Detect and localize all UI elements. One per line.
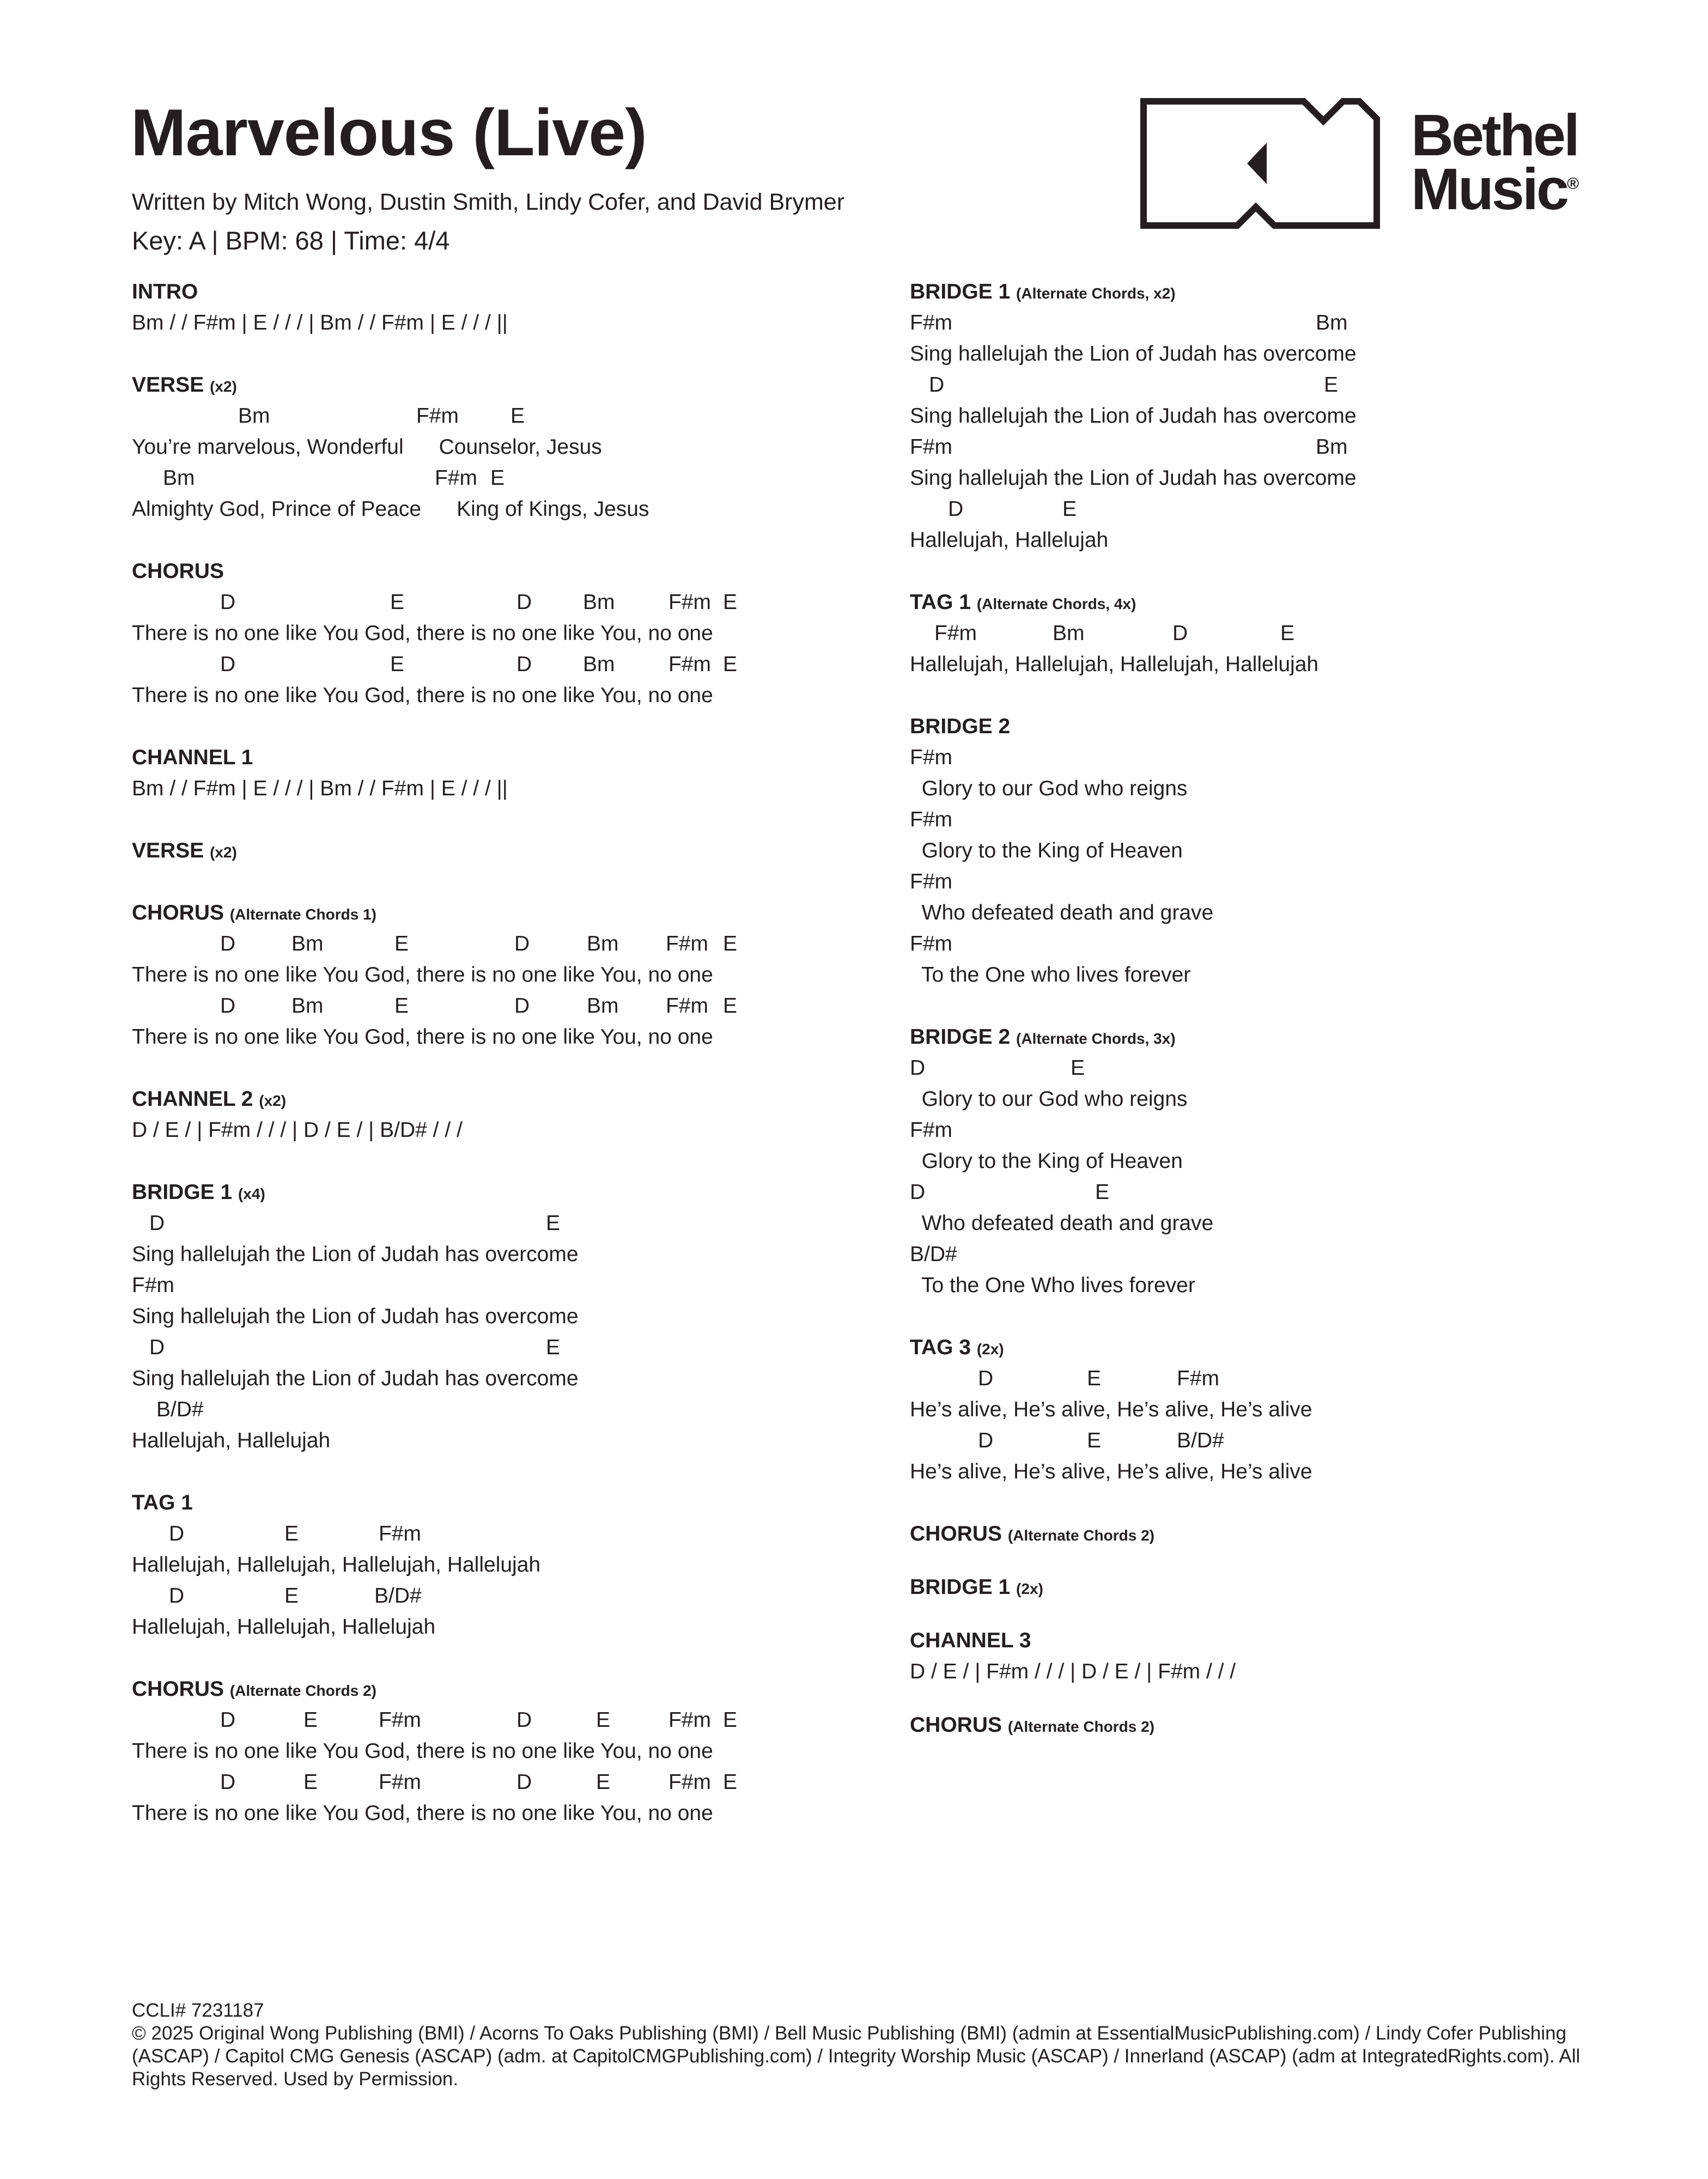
lyric-line: Hallelujah, Hallelujah (910, 528, 1109, 552)
chord-line (910, 1052, 1618, 1084)
chord: D (516, 1770, 532, 1794)
lyric-line: Sing hallelujah the Lion of Judah has overcome (910, 342, 1357, 366)
chord: F#m (379, 1770, 421, 1794)
chord: Bm (163, 466, 195, 490)
chord: B/D# (1177, 1429, 1224, 1452)
chord: D (516, 591, 532, 614)
ccli-number: CCLI# 7231187 (132, 2000, 264, 2021)
chord-line (132, 400, 851, 431)
lyric-line: Glory to our God who reigns (921, 777, 1188, 800)
chord: E (1071, 1056, 1085, 1080)
chord: E (546, 1336, 561, 1359)
chord: D (1172, 622, 1188, 645)
chord-line (910, 618, 1618, 649)
chord-line (132, 990, 851, 1021)
bethel-music-logo-icon (1140, 98, 1380, 229)
chord: E (723, 932, 738, 955)
chord: B/D# (156, 1398, 204, 1421)
lyric-line: There is no one like You God, there is no one like You, no one (132, 1025, 713, 1049)
chord: D (978, 1367, 994, 1390)
chord: E (596, 1770, 611, 1794)
chord-line (910, 742, 1618, 773)
chord: D (910, 1056, 926, 1080)
song-writers: Written by Mitch Wong, Dustin Smith, Lindy Cofer, and David Brymer (132, 189, 845, 215)
chord: E (546, 1212, 561, 1235)
lyric-line: Who defeated death and grave (921, 1212, 1214, 1235)
chord: F#m (668, 591, 711, 614)
chord-line (132, 1767, 851, 1798)
chord: F#m (910, 435, 952, 459)
chord: B/D# (374, 1584, 422, 1608)
chord: E (723, 653, 738, 676)
chord: D (514, 994, 530, 1018)
registered-mark: ® (1567, 175, 1579, 193)
section-heading: BRIDGE 1 (x4) (132, 1180, 265, 1204)
chord: E (723, 1708, 738, 1732)
section-heading: CHANNEL 1 (132, 746, 253, 769)
lyric-line: To the One Who lives forever (921, 1274, 1195, 1297)
chord: Bm (583, 653, 615, 676)
chord: D (948, 497, 964, 521)
chord: E (394, 932, 409, 955)
chord: F#m (416, 404, 459, 428)
brand-name (1411, 102, 1579, 222)
section-heading: TAG 3 (2x) (910, 1336, 1004, 1359)
lyric-line: Almighty God, Prince of Peace King of Kings, Jesus (132, 497, 649, 521)
right-column (910, 276, 1618, 1740)
lyric-line: Who defeated death and grave (921, 901, 1214, 924)
chord: F#m (379, 1708, 421, 1732)
chord-line (910, 928, 1618, 959)
lyric-line: Glory to our God who reigns (921, 1087, 1188, 1111)
lyric-line: Hallelujah, Hallelujah, Hallelujah, Hallelujah (910, 653, 1319, 676)
chord-line (910, 804, 1618, 835)
chord: F#m (668, 653, 711, 676)
chord-line (132, 1394, 851, 1425)
section-heading: VERSE (x2) (132, 373, 237, 397)
lyric-line: There is no one like You God, there is no one like You, no one (132, 622, 713, 645)
lyric-line: He’s alive, He’s alive, He’s alive, He’s alive (910, 1460, 1312, 1483)
chord-progression: Bm / / F#m | E / / / | Bm / / F#m | E / / / || (132, 777, 508, 800)
chord: E (1095, 1180, 1110, 1204)
chord-line (910, 1425, 1618, 1456)
chord: D (169, 1522, 185, 1545)
section-heading: BRIDGE 1 (Alternate Chords, x2) (910, 280, 1176, 303)
section-heading: VERSE (x2) (132, 839, 237, 862)
chord: F#m (910, 808, 952, 831)
lyric-line: He’s alive, He’s alive, He’s alive, He’s alive (910, 1398, 1312, 1421)
chord: F#m (910, 932, 952, 955)
lyric-line: You’re marvelous, Wonderful Counselor, Jesus (132, 435, 602, 459)
footer (132, 1999, 1619, 2091)
lyric-line: There is no one like You God, there is no one like You, no one (132, 1801, 713, 1825)
lyric-line: Glory to the King of Heaven (921, 839, 1183, 862)
section-heading: CHORUS (132, 559, 224, 583)
chord: E (284, 1584, 299, 1608)
lyric-line: Sing hallelujah the Lion of Judah has overcome (132, 1243, 579, 1266)
chord: E (723, 994, 738, 1018)
chord-line (910, 1363, 1618, 1394)
lyric-line: There is no one like You God, there is no one like You, no one (132, 963, 713, 987)
chord: E (490, 466, 505, 490)
lyric-line: Glory to the King of Heaven (921, 1149, 1183, 1173)
lyric-line: Hallelujah, Hallelujah, Hallelujah (132, 1615, 436, 1639)
chord: E (394, 994, 409, 1018)
chord-line (132, 462, 851, 494)
chord-line (132, 649, 851, 680)
chord: E (723, 1770, 738, 1794)
chord: Bm (1316, 435, 1348, 459)
chord: E (1087, 1429, 1102, 1452)
chord: F#m (910, 1118, 952, 1142)
section-heading: CHANNEL 3 (910, 1629, 1031, 1652)
lyric-line: Sing hallelujah the Lion of Judah has overcome (132, 1305, 579, 1328)
chord: D (169, 1584, 185, 1608)
song-title: Marvelous (Live) (131, 95, 647, 169)
chord: D (220, 1708, 236, 1732)
lyric-line: Hallelujah, Hallelujah, Hallelujah, Hallelujah (132, 1553, 541, 1577)
chord: B/D# (910, 1243, 957, 1266)
lyric-line: Sing hallelujah the Lion of Judah has overcome (910, 404, 1357, 428)
chord-progression: D / E / | F#m / / / | D / E / | B/D# / / / (132, 1118, 463, 1142)
chord-line (910, 307, 1618, 338)
chord-line (132, 1208, 851, 1239)
chord: D (514, 932, 530, 955)
chord: F#m (910, 746, 952, 769)
chord: E (1062, 497, 1077, 521)
chord: D (220, 1770, 236, 1794)
left-column (132, 276, 851, 1829)
chord: D (220, 994, 236, 1018)
chord: D (220, 591, 236, 614)
section-heading: BRIDGE 1 (2x) (910, 1575, 1043, 1599)
chord: F#m (666, 994, 708, 1018)
chord: E (284, 1522, 299, 1545)
chord: Bm (291, 932, 324, 955)
section-heading: TAG 1 (Alternate Chords, 4x) (910, 591, 1136, 614)
lyric-line: There is no one like You God, there is no one like You, no one (132, 1739, 713, 1763)
chord: E (390, 653, 405, 676)
song-meta: Key: A | BPM: 68 | Time: 4/4 (132, 226, 450, 255)
chord: Bm (291, 994, 324, 1018)
section-heading: CHORUS (Alternate Chords 2) (132, 1677, 377, 1701)
chord-line (910, 369, 1618, 400)
chord: E (303, 1770, 318, 1794)
lyric-line: Sing hallelujah the Lion of Judah has overcome (910, 466, 1357, 490)
chord: F#m (668, 1770, 711, 1794)
brand-line-1: Bethel (1411, 102, 1578, 168)
chord: E (596, 1708, 611, 1732)
chord: F#m (934, 622, 977, 645)
lyric-line: Sing hallelujah the Lion of Judah has overcome (132, 1367, 579, 1390)
chord: F#m (910, 311, 952, 334)
lyric-line: There is no one like You God, there is no one like You, no one (132, 684, 713, 707)
chord-line (132, 928, 851, 959)
section-heading: BRIDGE 2 (910, 715, 1011, 738)
section-heading: TAG 1 (132, 1491, 193, 1514)
chord: F#m (1177, 1367, 1219, 1390)
section-heading: CHORUS (Alternate Chords 2) (910, 1522, 1155, 1545)
chord-line (132, 1705, 851, 1736)
chord: D (978, 1429, 994, 1452)
chord-line (910, 431, 1618, 462)
section-heading: INTRO (132, 280, 198, 303)
chord: D (516, 1708, 532, 1732)
chord: E (1280, 622, 1295, 645)
lyric-line: To the One who lives forever (921, 963, 1191, 987)
chord: D (929, 373, 945, 397)
chord-line (910, 1177, 1618, 1208)
chord: D (220, 932, 236, 955)
brand-line-2: Music® (1411, 156, 1579, 222)
chord-line (132, 1580, 851, 1611)
chord: E (1324, 373, 1339, 397)
chord: D (149, 1212, 165, 1235)
chord: Bm (587, 932, 619, 955)
chord: F#m (666, 932, 708, 955)
section-heading: CHANNEL 2 (x2) (132, 1087, 287, 1111)
chord: Bm (583, 591, 615, 614)
chord-line (910, 866, 1618, 897)
lyric-line: Hallelujah, Hallelujah (132, 1429, 331, 1452)
chord: Bm (1053, 622, 1085, 645)
chord-line (132, 1270, 851, 1301)
chord: Bm (238, 404, 270, 428)
chord-line (910, 1115, 1618, 1146)
chord: F#m (668, 1708, 711, 1732)
copyright-notice: © 2025 Original Wong Publishing (BMI) / Acorns To Oaks Publishing (BMI) / Bell Music Publishing (BMI) (admin at EssentialMusicPublishing.com) / Lindy Cofer Publishing (ASCAP) / Capitol CMG Genesis (ASCAP) (adm. at CapitolCMGPublishing.com) / Integrity Worship Music (ASCAP) / Innerland (ASCAP) (adm at IntegratedRights.com). All Rights Reserved. Used by Permission. (132, 2023, 1581, 2090)
chord: E (390, 591, 405, 614)
section-heading: CHORUS (Alternate Chords 2) (910, 1713, 1155, 1737)
chord-line (910, 494, 1618, 525)
chord: E (1087, 1367, 1102, 1390)
chord-line (910, 1239, 1618, 1270)
chord: F#m (435, 466, 477, 490)
chord: E (510, 404, 525, 428)
chord-line (132, 1332, 851, 1363)
chord: D (516, 653, 532, 676)
chord-line (132, 587, 851, 618)
chord: Bm (1316, 311, 1348, 334)
section-heading: BRIDGE 2 (Alternate Chords, 3x) (910, 1025, 1176, 1049)
chord: F#m (132, 1274, 174, 1297)
chord: E (723, 591, 738, 614)
chord-line (132, 1518, 851, 1549)
section-heading: CHORUS (Alternate Chords 1) (132, 901, 377, 924)
chord: D (149, 1336, 165, 1359)
chord: D (910, 1180, 926, 1204)
chord: E (303, 1708, 318, 1732)
chord-progression: Bm / / F#m | E / / / | Bm / / F#m | E / / / || (132, 311, 508, 334)
chord: Bm (587, 994, 619, 1018)
chord: F#m (379, 1522, 421, 1545)
chord-progression: D / E / | F#m / / / | D / E / | F#m / / / (910, 1660, 1236, 1683)
chord: D (220, 653, 236, 676)
chord: F#m (910, 870, 952, 893)
